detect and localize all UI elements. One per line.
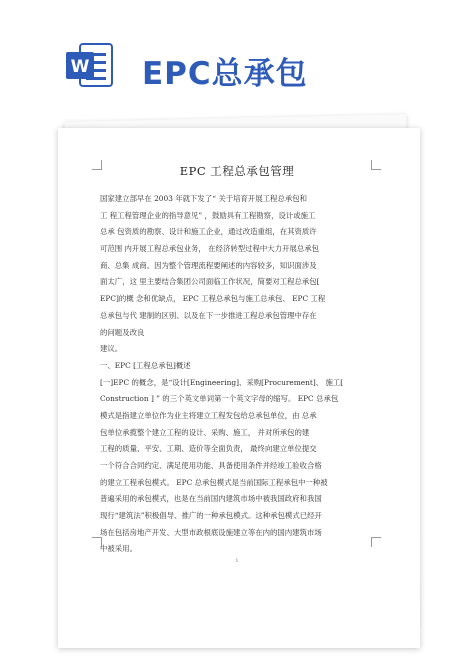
page-heading: EPC 工程总承包管理 <box>179 164 295 178</box>
body-line: 面太广，这 里主要结合集团公司面临工作状况，简要对工程总承包[ <box>100 277 320 287</box>
body-line: 可范围 内开展工程总承包业务， 在经济转型过程中大力开展总承包 <box>100 244 320 254</box>
body-line: 商、总集 成商。因为整个管理流程要阐述的内容较多，知识面涉及 <box>100 260 317 270</box>
word-logo-letter: W <box>70 57 90 77</box>
header-banner <box>0 0 474 118</box>
body-line: 的建立工程承包模式。 EPC 总承包模式是当前国际工程承包中一种被 <box>100 477 328 487</box>
page-number: 1 <box>235 558 239 564</box>
body-line: 国家建立部早在 2003 年就下发了“ 关于培育开展工程总承包和 <box>100 194 308 203</box>
body-line: 的问题及改良 <box>100 327 145 337</box>
body-line: 现行“建筑法”积极倡导、推广的一种承包模式。这种承包模式已经开 <box>100 511 322 521</box>
body-line: 建议。 <box>100 344 123 354</box>
document-title: EPC总承包 <box>142 56 308 92</box>
body-line: Construction ] ” 的三个英文单词第一个英文字母的缩写。 EPC 总承包 <box>100 394 339 404</box>
body-line: 工程的质量、平安、工期、造价等全面负责， 最终向建立单位提交 <box>100 444 317 454</box>
body-line: 普遍采用的承包模式，也是在当前国内建筑市场中被我国政府和我国 <box>100 494 322 504</box>
body-line: 工 程工程管理企业的指导意见” ，鼓励具有工程勘察，设计或施工 <box>100 210 316 220</box>
section-heading: 一、EPC [工程总承包]概述 <box>100 360 191 370</box>
body-line: 一个符合合同约定、满足使用功能、具备使用条件并经竣工验收合格 <box>100 461 322 470</box>
body-line: 模式是指建立单位作为业主将建立工程发包给总承包单位，由 总承 <box>100 410 317 420</box>
word-doc-icon <box>64 40 116 90</box>
body-line: 总承 包资质的勘察、设计和施工企业，通过改造重组，在其资质许 <box>100 227 317 237</box>
body-line: 包单位承揽整个建立工程的设计、采购、施工， 并对所承包的建 <box>100 427 310 437</box>
body-line: [一]EPC 的概念，是“设计[Engineering]、采购[Procurement]、 施工[ <box>100 377 344 387</box>
body-line: 总承包与代 建制的区别、以及在下一步推进工程总承包管理中存在 <box>100 310 317 320</box>
body-line: EPC]的概 念和优缺点， EPC 工程总承包与施工总承包、 EPC 工程 <box>100 294 326 304</box>
body-line: 中被采用。 <box>100 544 137 554</box>
body-line: 场在包括房地产开发、大型市政根底设施建立等在内的国内建筑市场 <box>100 527 322 537</box>
document-body <box>100 191 374 558</box>
